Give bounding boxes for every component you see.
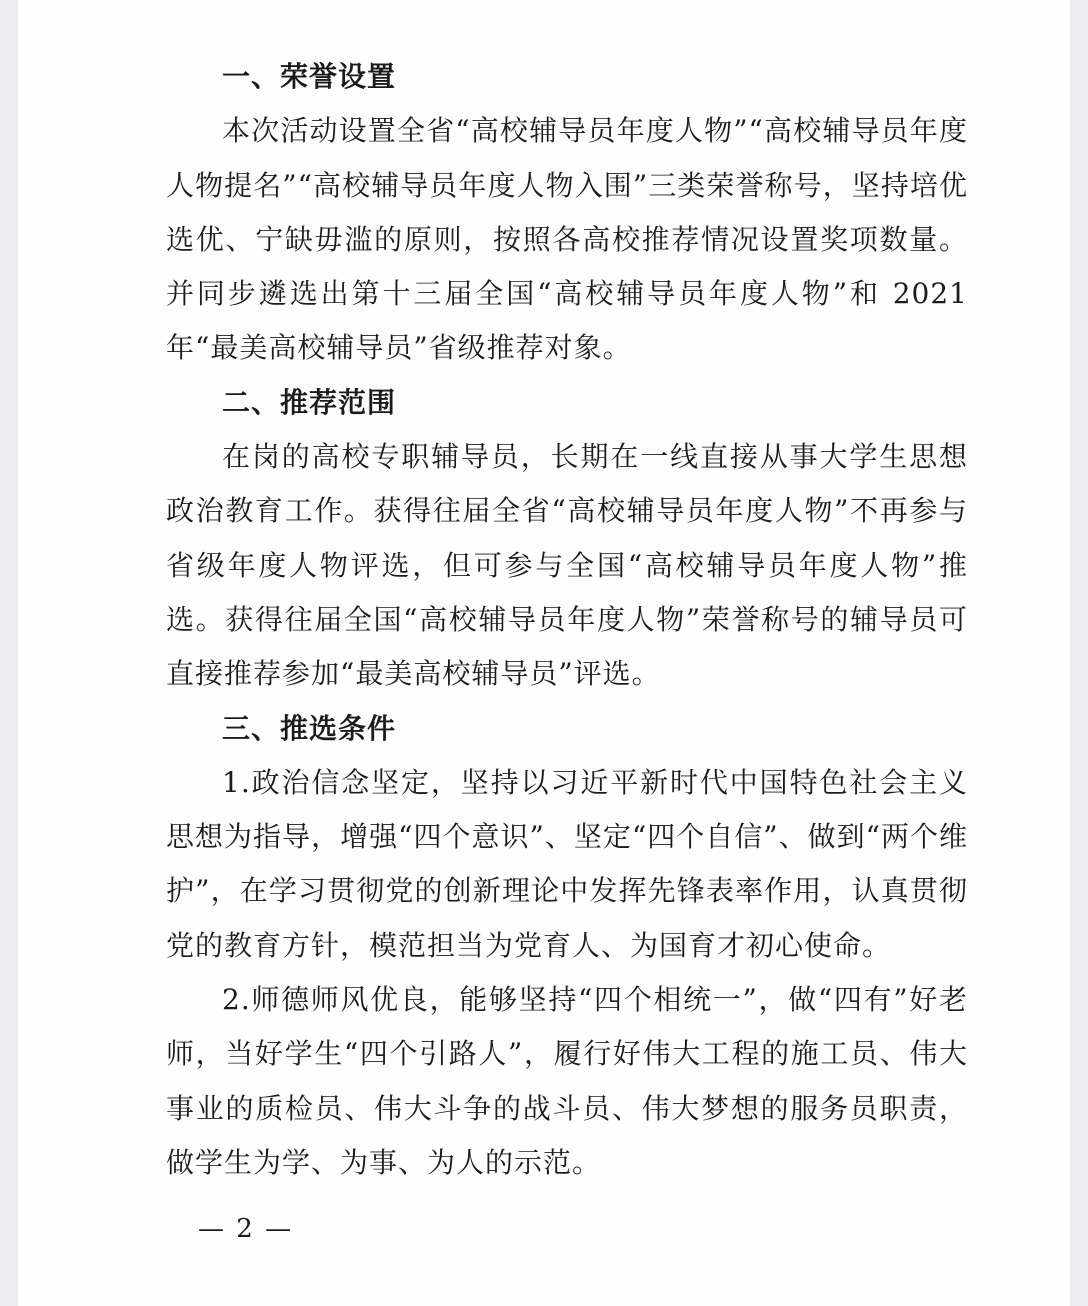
paragraph-scope: 在岗的高校专职辅导员，长期在一线直接从事大学生思想政治教育工作。获得往届全省“高校辅导员年度人物”不再参与省级年度人物评选，但可参与全国“高校辅导员年度人物”推选。获得往届全国“高校辅导员年度人物”荣誉称号的辅导员可直接推荐参加“最美高校辅导员”评选。: [166, 440, 968, 691]
section-heading-conditions: 三、推选条件: [222, 711, 397, 745]
page-number: — 2 —: [198, 1214, 294, 1244]
section-heading-honors: 一、荣誉设置: [222, 60, 397, 93]
document-body: [166, 50, 968, 1190]
paragraph-condition-2: 2.师德师风优良，能够坚持“四个相统一”，做“四有”好老师，当好学生“四个引路人”，履行好伟大工程的施工员、伟大事业的质检员、伟大斗争的战斗员、伟大梦想的服务员职责，做学生为学、为事、为人的示范。: [166, 983, 968, 1179]
paragraph-condition-1: 1.政治信念坚定，坚持以习近平新时代中国特色社会主义思想为指导，增强“四个意识”、坚定“四个自信”、做到“两个维护”，在学习贯彻党的创新理论中发挥先锋表率作用，认真贯彻党的教育方针，模范担当为党育人、为国育才初心使命。: [166, 765, 968, 962]
document-page: [18, 0, 1070, 1306]
section-heading-scope: 二、推荐范围: [222, 385, 397, 419]
paragraph-honors: 本次活动设置全省“高校辅导员年度人物”“高校辅导员年度人物提名”“高校辅导员年度人物入围”三类荣誉称号，坚持培优选优、宁缺毋滥的原则，按照各高校推荐情况设置奖项数量。并同步遴选出第十三届全国“高校辅导员年度人物”和 2021 年“最美高校辅导员”省级推荐对象。: [166, 114, 968, 365]
